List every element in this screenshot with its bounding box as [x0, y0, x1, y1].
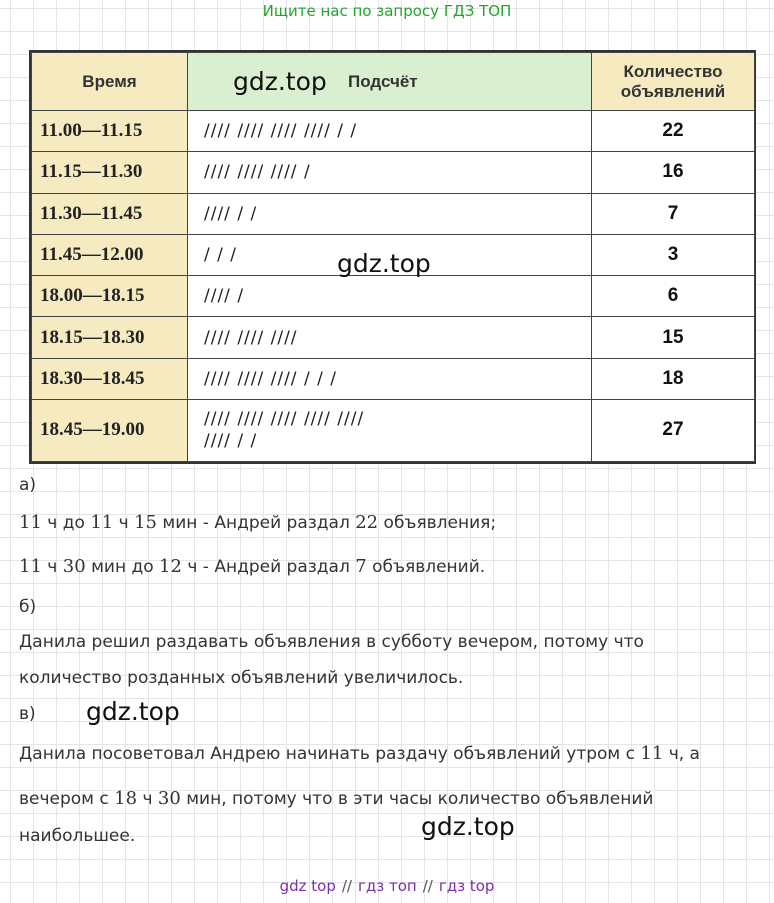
answer-c-line2 [19, 788, 653, 809]
tally-marks: //// //// //// / [204, 162, 311, 183]
tally-marks: //// / / [204, 431, 258, 452]
answer-a-line1 [19, 512, 496, 533]
watermark: gdz.top [86, 697, 180, 726]
watermark: gdz.top [233, 67, 327, 96]
tally-marks: //// / [204, 286, 245, 307]
table-row [32, 276, 755, 317]
answer-c-label: в) [19, 704, 36, 724]
answer-c-line3: наибольшее. [19, 826, 136, 846]
tally-cell [188, 317, 592, 358]
number: 11 [640, 743, 664, 764]
table-row [32, 111, 755, 152]
number: 30 [157, 788, 181, 809]
column-header-count-line1: Количество [623, 61, 723, 81]
time-cell: 18.45—19.00 [32, 399, 188, 461]
text: ч [137, 789, 158, 809]
footer-link[interactable]: гдз top [438, 877, 495, 895]
table-row [32, 193, 755, 234]
search-hint: Ищите нас по запросу ГДЗ ТОП [262, 2, 512, 20]
number: 7 [355, 556, 367, 577]
number: 22 [355, 512, 379, 533]
text: Данила посоветовал Андрею начинать раздачу объявлений утром с [19, 744, 641, 764]
table-row [32, 317, 755, 358]
answer-b-line2: количество розданных объявлений увеличилось. [19, 668, 464, 688]
tally-cell [188, 399, 592, 461]
text: объявлений. [366, 557, 486, 577]
separator: // [341, 877, 352, 895]
answer-b-line1: Данила решил раздавать объявления в субботу вечером, потому что [19, 632, 644, 652]
time-cell: 18.15—18.30 [32, 317, 188, 358]
number: 11 [90, 512, 114, 533]
count-cell: 6 [592, 276, 755, 317]
text: ч [113, 513, 135, 533]
text: ч [41, 557, 63, 577]
text: мин до [85, 557, 160, 577]
tally-marks: //// //// //// //// / / [204, 121, 358, 142]
tally-marks: //// //// //// / / / [204, 368, 337, 389]
text: объявления; [378, 513, 497, 533]
watermark: gdz.top [421, 812, 515, 841]
tally-cell [188, 111, 592, 152]
count-cell: 22 [592, 111, 755, 152]
answer-a-line2 [19, 556, 485, 577]
column-header-count-line2: объявлений [620, 81, 726, 101]
tally-cell [188, 358, 592, 399]
time-cell: 11.30—11.45 [32, 193, 188, 234]
tally-marks: //// //// //// [204, 327, 298, 348]
time-cell: 11.00—11.15 [32, 111, 188, 152]
time-cell: 18.30—18.45 [32, 358, 188, 399]
footer-link[interactable]: gdz top [279, 877, 336, 895]
number: 11 [19, 556, 42, 577]
table-row [32, 399, 755, 461]
answer-c-line1 [19, 743, 700, 764]
time-cell: 11.45—12.00 [32, 234, 188, 275]
tally-marks: //// //// //// //// //// [204, 409, 365, 430]
table-row [32, 358, 755, 399]
number: 18 [114, 788, 138, 809]
column-header-count [592, 53, 755, 111]
count-cell: 27 [592, 399, 755, 461]
tally-cell [188, 152, 592, 193]
table-header-row [32, 53, 755, 111]
text: мин, потому что в эти часы количество объявлений [180, 789, 654, 809]
text: вечером с [19, 789, 115, 809]
number: 30 [62, 556, 86, 577]
answer-a-label: а) [19, 475, 37, 495]
text: ч до [41, 513, 91, 533]
separator: // [422, 877, 433, 895]
text: мин - Андрей раздал [157, 513, 356, 533]
tally-cell [188, 276, 592, 317]
column-header-time: Время [32, 53, 188, 111]
number: 12 [159, 556, 182, 577]
count-cell: 7 [592, 193, 755, 234]
number: 15 [134, 512, 157, 533]
tally-marks: //// / / [204, 203, 258, 224]
text: ч, а [663, 744, 700, 764]
column-header-tally: Подсчёт [188, 53, 592, 111]
count-cell: 18 [592, 358, 755, 399]
text: ч - Андрей раздал [181, 557, 356, 577]
number: 11 [19, 512, 42, 533]
count-cell: 16 [592, 152, 755, 193]
table-row [32, 152, 755, 193]
count-cell: 15 [592, 317, 755, 358]
answer-b-label: б) [19, 597, 37, 617]
footer-links [0, 877, 774, 895]
tally-marks: / / / [204, 244, 237, 265]
count-cell: 3 [592, 234, 755, 275]
watermark: gdz.top [337, 249, 431, 278]
time-cell: 18.00—18.15 [32, 276, 188, 317]
time-cell: 11.15—11.30 [32, 152, 188, 193]
footer-link[interactable]: гдз топ [357, 877, 417, 895]
tally-cell [188, 193, 592, 234]
